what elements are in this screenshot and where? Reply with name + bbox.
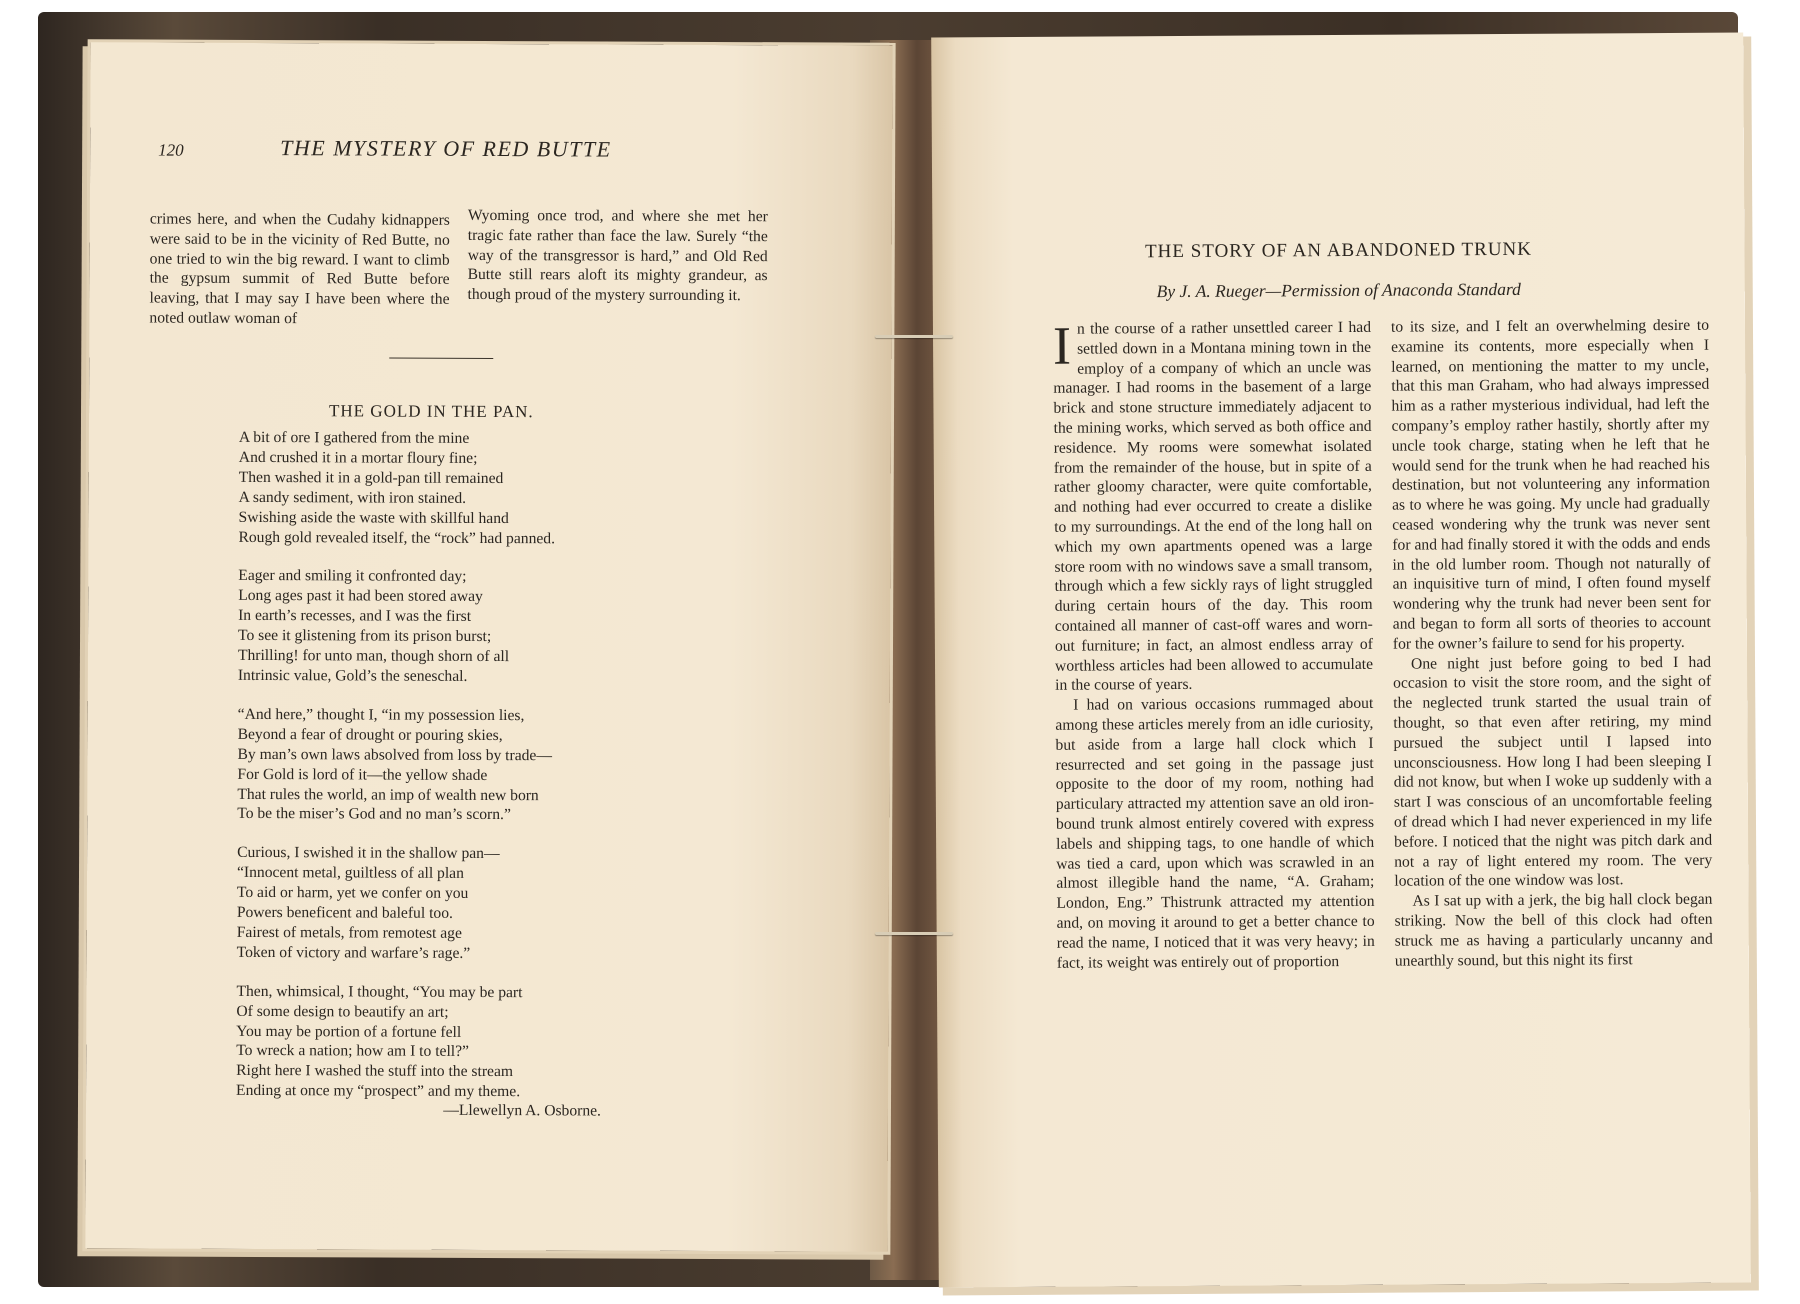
poem-line: A sandy sediment, with iron stained.: [238, 488, 467, 507]
poem-line: To wreck a nation; how am I to tell?”: [236, 1042, 470, 1061]
left-page: [85, 42, 892, 1251]
poem-attribution: —Llewellyn A. Osborne.: [443, 1101, 602, 1120]
poem-line: You may be portion of a fortune fell: [236, 1022, 462, 1041]
poem-line: And crushed it in a mortar floury fine;: [238, 448, 478, 467]
poem-line: Thrilling! for unto man, though shorn of all: [237, 646, 510, 666]
poem-line: “Innocent metal, guiltless of all plan: [236, 864, 464, 883]
paragraph: to its size, and I felt an overwhelming desire to examine its contents, more especially when I learned, on mentioning the matter to my uncle, that this man Graham, who had always impressed him as a rather mysterious individual, had left the company’s employ rather hastily, shortly after my uncle took charge, stating when he left that he would send for the trunk when he had reached his destination, but not volunteering any information as to where he was going. My uncle had gradually ceased wondering why the trunk was never sent for and had finally stored it with the odds and ends in the old lumber room. Though not naturally of an inquisitive turn of mind, I often found myself wondering why the trunk had never been sent for and began to form all sorts of theories to account for the owner’s failure to send for his property.: [1390, 316, 1711, 653]
binding-thread: [875, 932, 953, 935]
poem-line: Curious, I swished it in the shallow pan—: [237, 844, 500, 863]
poem-line: To see it glistening from its prison burst;: [238, 627, 492, 646]
continuation-text-1: crimes here, and when the Cudahy kidnappers were said to be in the vicinity of Red Butte, no one tried to win the big reward. I want to climb the gypsum summit of Red Butte before leaving, that I may say I have been where the noted outlaw woman of: [149, 210, 450, 328]
paragraph: One night just before going to bed I had occasion to visit the store room, and the sight of the neglected trunk started the usual train of thought, so that even after retiring, my mind pursued the subject until I lapsed into unconsciousness. How long I had been sleeping I did not know, but when I woke up suddenly with a start I was conscious of an uncomfortable feeling of dread which I had never experienced in my life before. I noticed that the night was pitch dark and not a ray of light entered my room. The very location of the one window was lost.: [1393, 653, 1713, 890]
story-column-1: [1052, 315, 1375, 973]
right-page: [931, 33, 1751, 1288]
stanza-1: [238, 428, 799, 550]
stanza-5: [236, 982, 797, 1104]
stanza-4: [237, 843, 798, 965]
poem-line: Ending at once my “prospect” and my theme.: [236, 1082, 521, 1101]
poem-title: THE GOLD IN THE PAN.: [328, 401, 534, 422]
continuation-column-1: [149, 210, 450, 330]
poem-line: Then, whimsical, I thought, “You may be part: [236, 982, 523, 1001]
poem-line: Eager and smiling it confronted day;: [238, 567, 467, 586]
binding-thread: [875, 335, 953, 338]
paragraph: As I sat up with a jerk, the big hall clock began striking. Now the bell of this clock had often struck me as having a particularly uncanny and unearthly sound, but this night its first: [1394, 890, 1713, 970]
continuation-text-2: Wyoming once trod, and where she met her tragic fate rather than face the law. Surely “the way of the transgressor is hard,” and Old Red Butte still rears aloft its mighty grandeur, as though proud of the mystery surrounding it.: [467, 206, 768, 305]
paragraph: I had on various occasions rummaged about among these articles merely from an idle curiosity, but aside from a large hall clock which I resurrected and set going in the passage just opposite to the door of my room, nothing had particulary attracted my attention save an old iron-bound trunk almost entirely covered with express labels and shipping tags, to one handle of which was tied a card, upon which was scrawled in an almost illegible hand the name, “A. Graham; London, Eng.” Thistrunk attracted my attention and, on moving it around to get a better chance to read the name, I noticed that it was very heavy; in fact, its weight was entirely out of proportion: [1055, 694, 1375, 972]
stanza-3: [237, 705, 798, 827]
poem-line: Intrinsic value, Gold’s the seneschal.: [237, 666, 468, 685]
poem-line: Then washed it in a gold-pan till remained: [238, 468, 504, 487]
poem-line: Rough gold revealed itself, the “rock” had panned.: [238, 528, 556, 547]
paragraph: [1052, 315, 1374, 696]
story-byline: By J. A. Rueger—Permission of Anaconda Standard: [1156, 278, 1521, 302]
running-head: THE MYSTERY OF RED BUTTE: [280, 135, 612, 162]
poem-line: For Gold is lord of it—the yellow shade: [237, 765, 488, 784]
page-number: 120: [158, 140, 184, 160]
poem-line: To be the miser’s God and no man’s scorn.”: [237, 805, 511, 824]
story-title: THE STORY OF AN ABANDONED TRUNK: [1144, 238, 1533, 263]
poem-line: “And here,” thought I, “in my possession lies,: [237, 705, 525, 725]
poem-line: A bit of ore I gathered from the mine: [238, 428, 470, 447]
stanza-2: [238, 566, 799, 688]
poem-body: [236, 428, 799, 1123]
poem-line: Right here I washed the stuff into the stream: [236, 1062, 514, 1081]
drop-cap: I: [1052, 315, 1072, 376]
poem-line: Of some design to beautify an art;: [236, 1002, 449, 1021]
poem-line: Beyond a fear of drought or pouring skies,: [237, 725, 503, 744]
poem-line: Long ages past it had been stored away: [238, 587, 483, 606]
story-column-2: [1391, 316, 1713, 971]
poem-line: To aid or harm, yet we confer on you: [236, 884, 469, 903]
poem-line: In earth’s recesses, and I was the first: [238, 607, 472, 626]
poem-line: Fairest of metals, from remotest age: [236, 923, 462, 942]
poem-line: Powers beneficent and baleful too.: [236, 903, 453, 922]
poem-line: That rules the world, an imp of wealth new born: [237, 785, 539, 804]
continuation-column-2: [467, 206, 767, 306]
poem-line: Token of victory and warfare’s rage.”: [236, 943, 471, 962]
poem-line: Swishing aside the waste with skillful hand: [238, 508, 509, 527]
paragraph-text: n the course of a rather unsettled career I had settled down in a Montana mining town in the employ of a company of which an uncle was manager. I had rooms in the basement of a large brick and stone structure immediately adjacent to the mining works, which served as both office and residence. My rooms were somewhat isolated from the remainder of the house, but in spite of a rather gloomy character, were quite comfortable, and nothing had ever occurred to create a dislike to my surroundings. At the end of the long hall on which my own apartments opened was a large store room with no windows save a small transom, through which a few sickly rays of light struggled during certain hours of the day. This room contained all manner of cast-off wares and worn-out furniture; in fact, an almost endless array of worthless articles had been allowed to accumulate in the course of years.: [1053, 318, 1374, 695]
section-divider: [389, 358, 493, 359]
poem-line: By man’s own laws absolved from loss by trade—: [237, 745, 553, 764]
